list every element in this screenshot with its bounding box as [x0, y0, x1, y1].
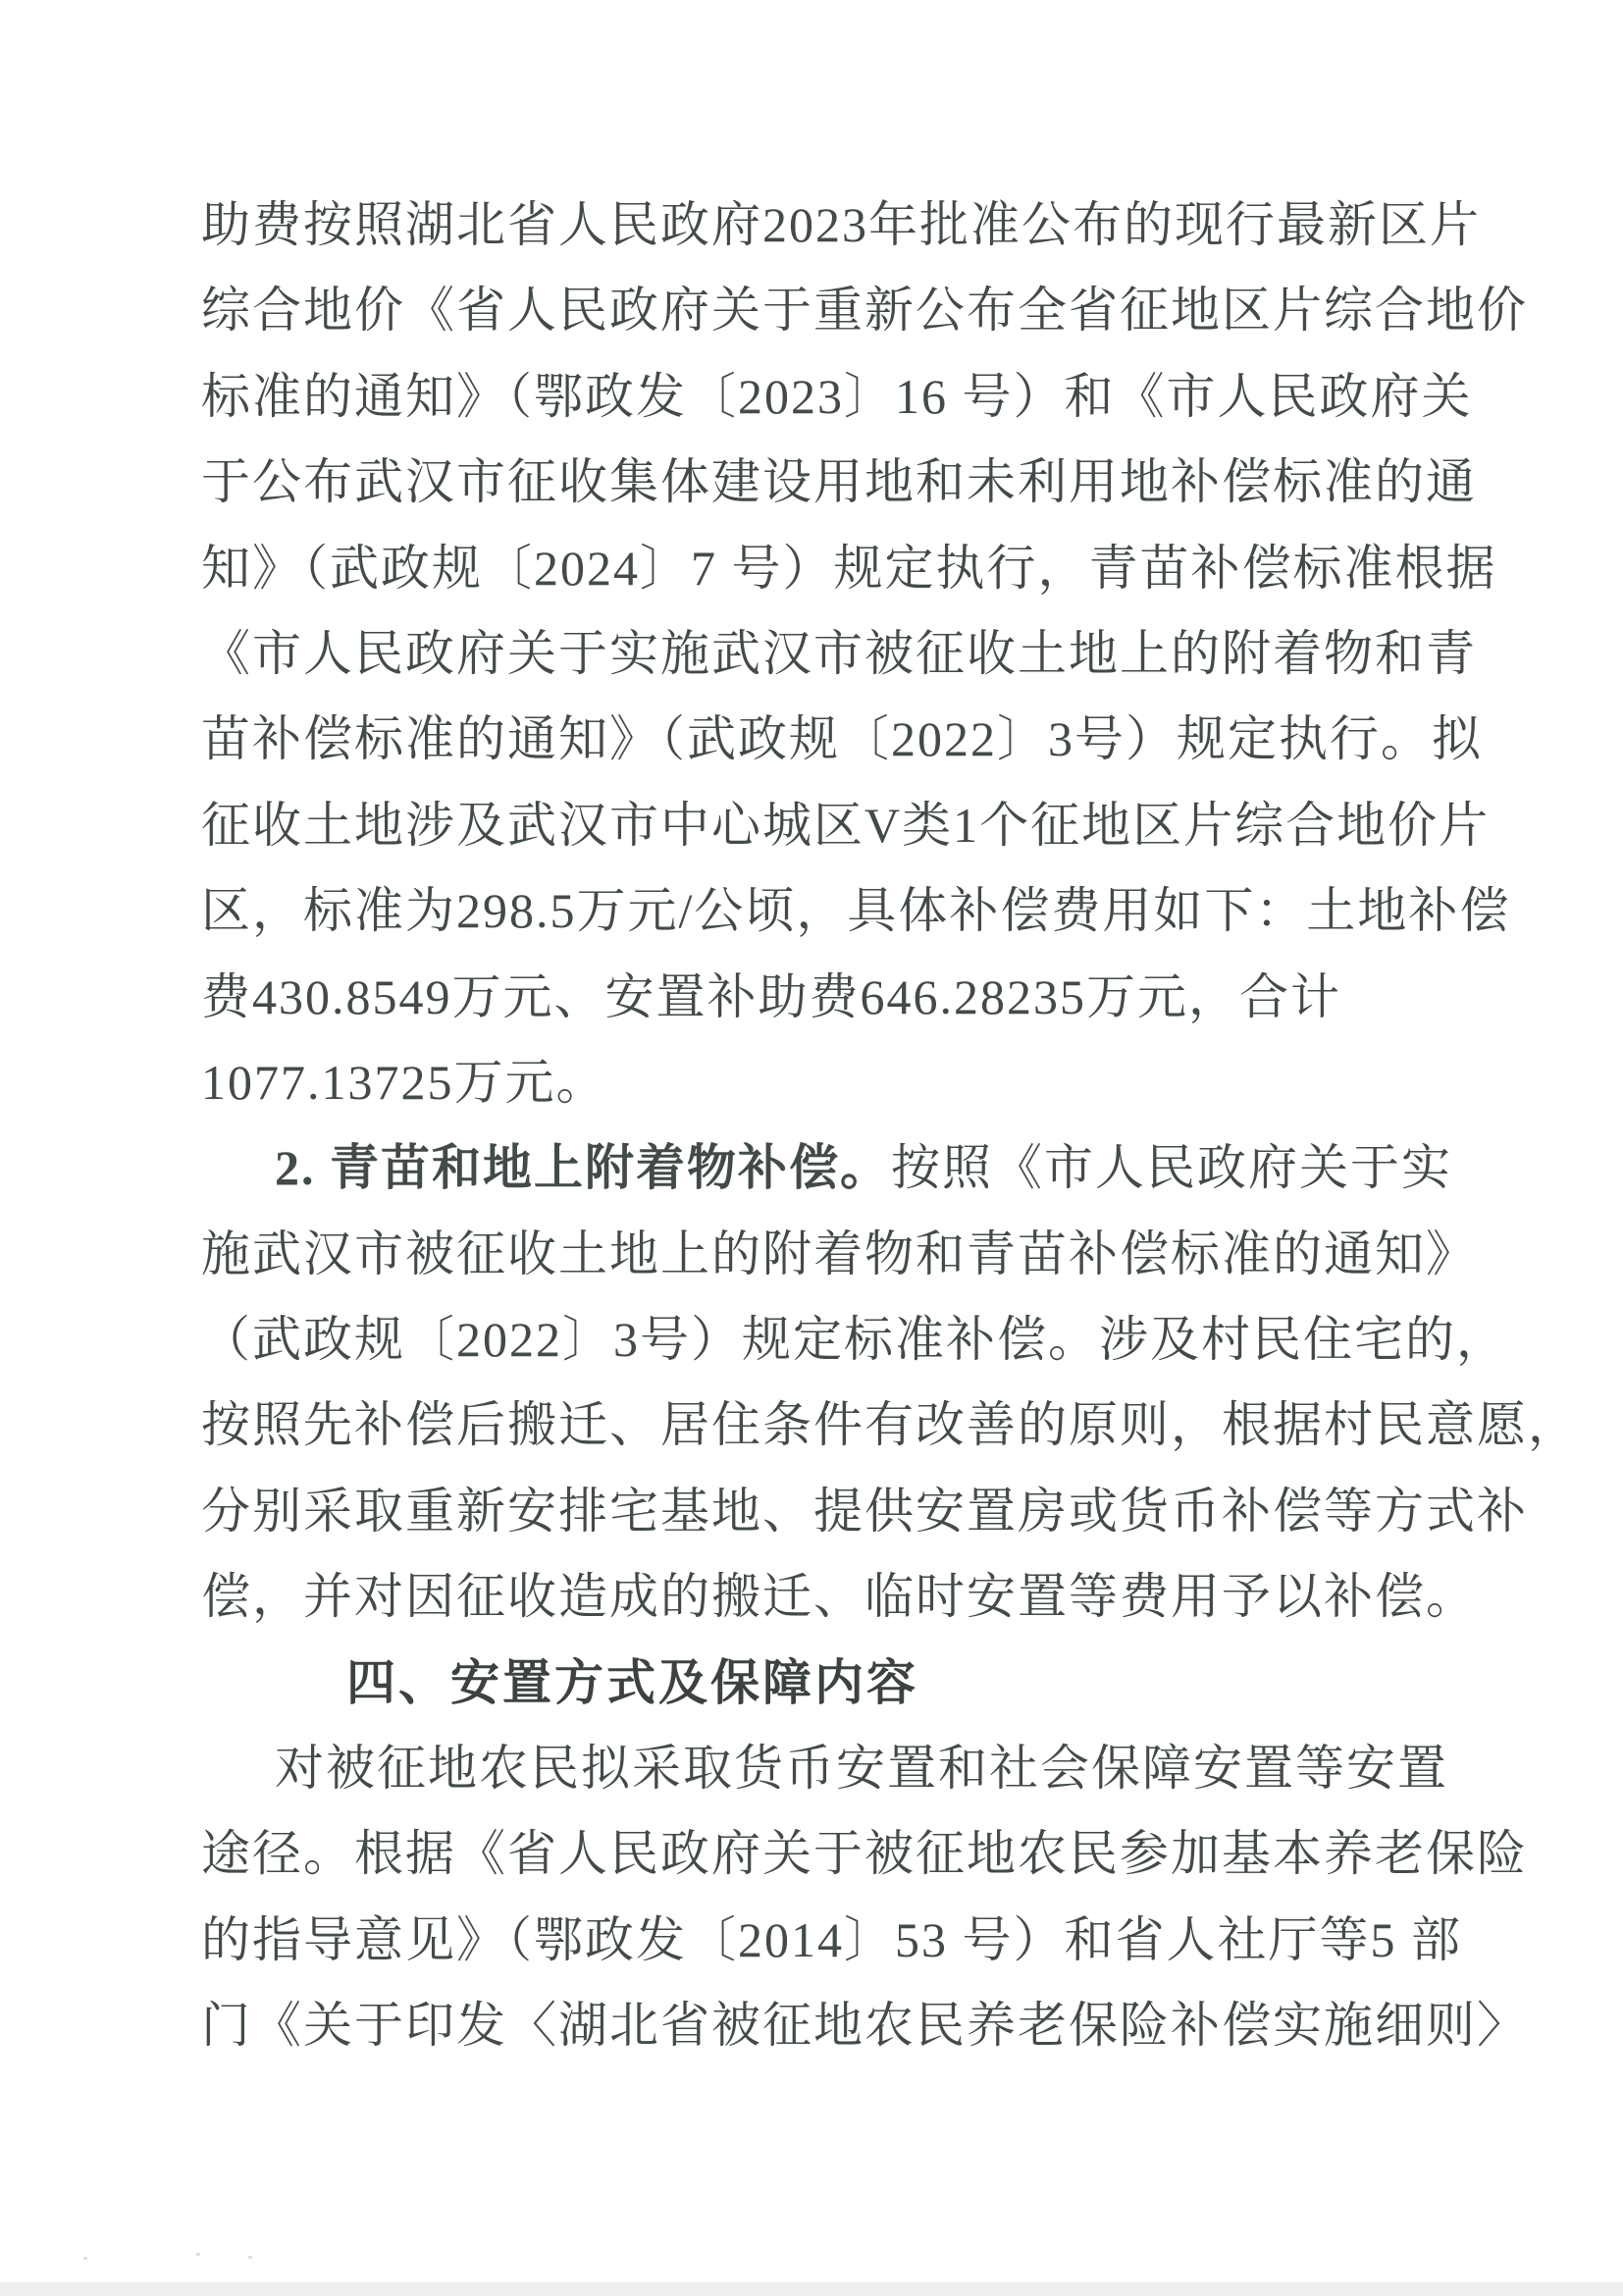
text-line: 知》（武政规〔2024〕7 号）规定执行，青苗补偿标准根据	[201, 540, 1497, 596]
scan-artifact	[83, 2257, 87, 2260]
text-line: 施武汉市被征收土地上的附着物和青苗补偿标准的通知》	[201, 1226, 1477, 1281]
text-line: 综合地价《省人民政府关于重新公布全省征地区片综合地价	[201, 283, 1528, 339]
document-text-block	[201, 183, 1579, 2069]
text-line: 征收土地涉及武汉市中心城区V类1个征地区片综合地价片	[201, 797, 1491, 853]
scan-artifact	[248, 2256, 252, 2259]
text-line: 对被征地农民拟采取货币安置和社会保障安置等安置	[275, 1741, 1448, 1797]
text-line: 门《关于印发〈湖北省被征地农民养老保险补偿实施细则〉	[201, 1998, 1528, 2054]
text-line: 偿，并对因征收造成的搬迁、临时安置等费用予以补偿。	[201, 1569, 1477, 1625]
text-line: 区，标准为298.5万元/公顷，具体补偿费用如下：土地补偿	[201, 883, 1511, 939]
text-line: 标准的通知》（鄂政发〔2023〕16 号）和《市人民政府关	[201, 368, 1473, 424]
text-line: 1077.13725万元。	[201, 1054, 607, 1110]
section-heading: 四、安置方式及保障内容	[346, 1653, 918, 1711]
scan-artifact	[196, 2253, 200, 2256]
text-line: 助费按照湖北省人民政府2023年批准公布的现行最新区片	[201, 197, 1481, 252]
text-line: 于公布武汉市征收集体建设用地和未利用地补偿标准的通	[201, 454, 1477, 510]
item-lead-label: 2. 青苗和地上附着物补偿。	[275, 1140, 891, 1196]
text-line: 途径。根据《省人民政府关于被征地农民参加基本养老保险	[201, 1826, 1528, 1882]
text-line: 苗补偿标准的通知》（武政规〔2022〕3号）规定执行。拟	[201, 711, 1483, 767]
text-line: （武政规〔2022〕3号）规定标准补偿。涉及村民住宅的，	[201, 1312, 1507, 1368]
text-line: 按照先补偿后搬迁、居住条件有改善的原则，根据村民意愿，	[201, 1397, 1579, 1453]
text-line: 费430.8549万元、安置补助费646.28235万元，合计	[201, 968, 1341, 1024]
text-line: 的指导意见》（鄂政发〔2014〕53 号）和省人社厅等5 部	[201, 1911, 1462, 1967]
text-line: 分别采取重新安排宅基地、提供安置房或货币补偿等方式补	[201, 1483, 1528, 1539]
scan-artifact-band	[0, 2282, 1623, 2296]
text-line: 《市人民政府关于实施武汉市被征收土地上的附着物和青	[201, 625, 1477, 681]
text-line: 2. 青苗和地上附着物补偿。按照《市人民政府关于实	[275, 1140, 1452, 1196]
